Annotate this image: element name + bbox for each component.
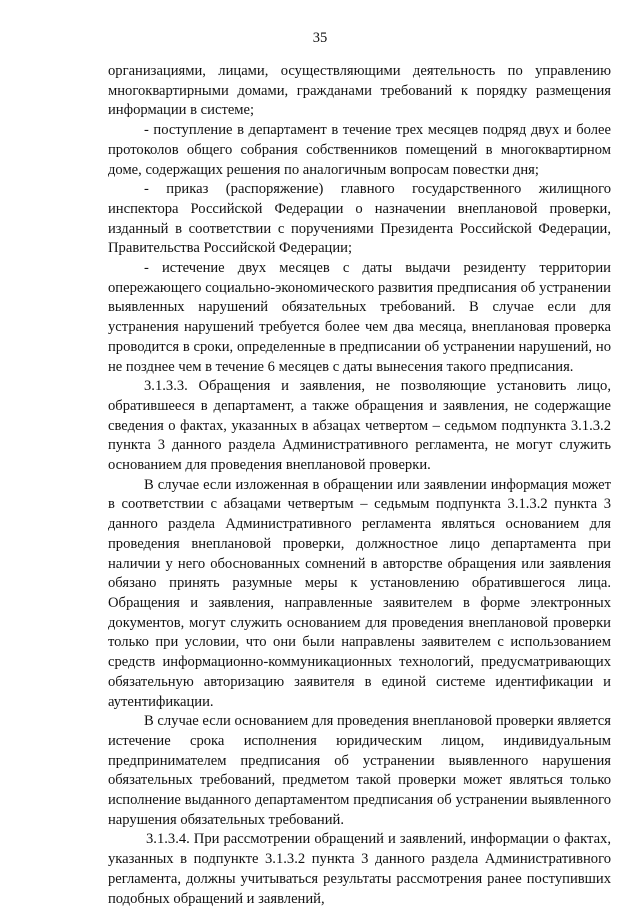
paragraph-list-item-expiry: - истечение двух месяцев с даты выдачи резиденту территории опережающего социально-экономического развития предписания об устранении выявленных нарушений обязательных требований. В случае если для устранения нарушений требуется более чем два месяца, внеплановая проверка проводится в сроки, определенные в предписании об устранении нарушений, но не позднее чем в течение 6 месяцев с даты вынесения такого предписания. — [108, 260, 611, 375]
paragraph-information-case: В случае если изложенная в обращении или заявлении информация может в соответствии с абзацами четвертым – седьмым подпункта 3.1.3.2 пункта 3 данного раздела Административного регламента являться основанием для проведения внеплановой проверки, должностное лицо департамента при наличии у него обоснованных сомнений в авторстве обращения или заявления обязано принять разумные меры к установлению обратившегося лица. Обращения и заявления, направленные заявителем в форме электронных документов, могут служить основанием для проведения внеплановой проверки только при условии, что они были направлены заявителем с использованием средств информационно-коммуникационных технологий, предусматривающих обязательную авторизацию заявителя в единой системе идентификации и аутентификации. — [108, 476, 611, 710]
paragraph-list-item-protocols: - поступление в департамент в течение трех месяцев подряд двух и более протоколов общего собрания собственников помещений в многоквартирном доме, содержащих решения по аналогичным вопросам повестки дня; — [108, 122, 611, 178]
document-body — [108, 62, 611, 909]
paragraph-inspection-basis: В случае если основанием для проведения внеплановой проверки является истечение срока исполнения юридическим лицом, индивидуальным предпринимателем предписания об устранении выявленного нарушения обязательных требований, предметом такой проверки может являться только исполнение выданного департаментом предписания об устранении выявленного нарушения обязательных требований. — [108, 713, 611, 828]
paragraph-section-3-1-3-3: 3.1.3.3. Обращения и заявления, не позволяющие установить лицо, обратившееся в департамент, а также обращения и заявления, не содержащие сведения о фактах, указанных в абзацах четвертом – седьмом подпункта 3.1.3.2 пункта 3 данного раздела Административного регламента, не могут служить основанием для проведения внеплановой проверки. — [108, 378, 611, 474]
page-number: 35 — [312, 30, 328, 46]
paragraph-section-3-1-3-4: 3.1.3.4. При рассмотрении обращений и заявлений, информации о фактах, указанных в подпункте 3.1.3.2 пункта 3 данного раздела Административного регламента, должны учитываться результаты рассмотрения ранее поступивших подобных обращений и заявлений, — [108, 831, 611, 907]
paragraph-list-item-order: - приказ (распоряжение) главного государственного жилищного инспектора Российской Федерации о назначении внеплановой проверки, изданный в соответствии с поручениями Президента Российской Федерации, Правительства Российской Федерации; — [108, 181, 611, 257]
paragraph-continuation: организациями, лицами, осуществляющими деятельность по управлению многоквартирными домами, гражданами требований к порядку размещения информации в системе; — [108, 63, 611, 119]
